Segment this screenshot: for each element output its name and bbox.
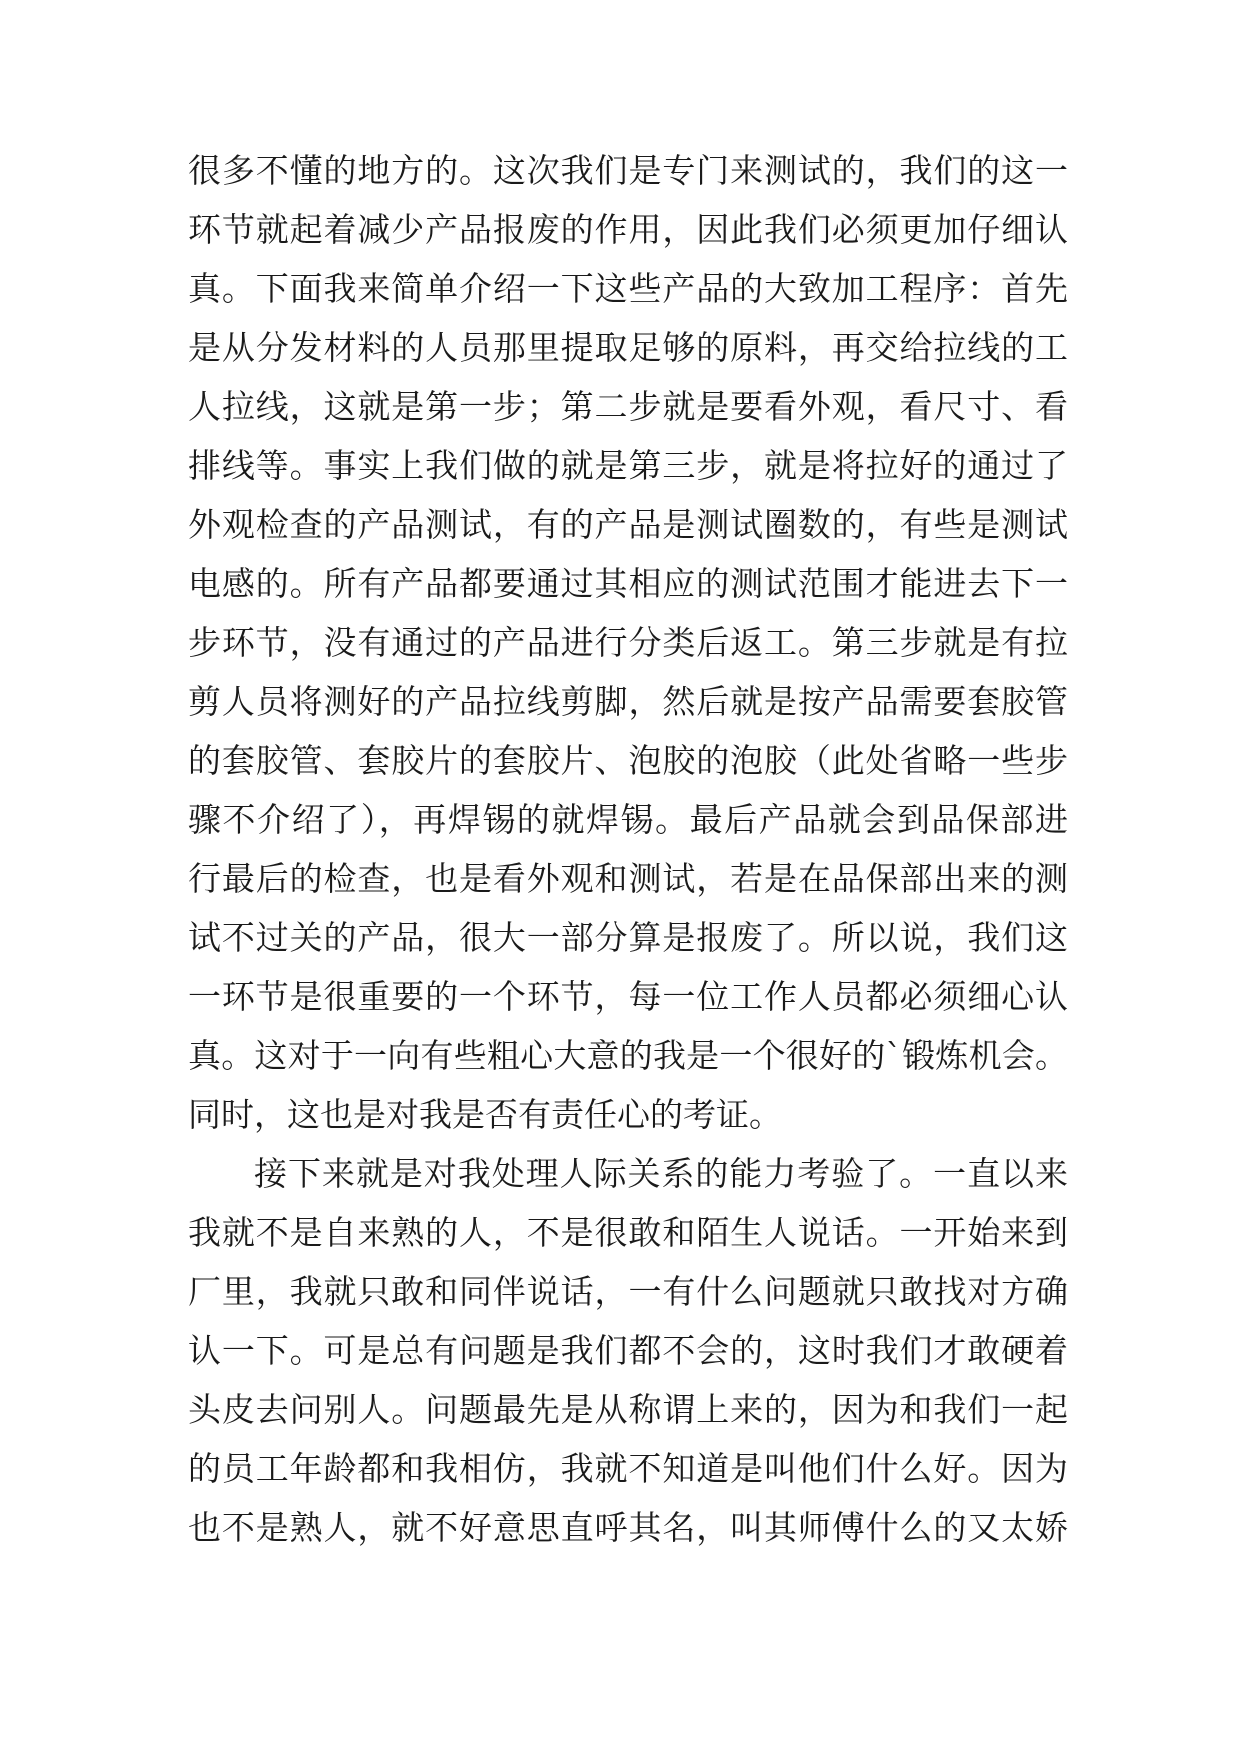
text-line: 是从分发材料的人员那里提取足够的原料，再交给拉线的工: [188, 328, 1068, 367]
text-line: 的套胶管、套胶片的套胶片、泡胶的泡胶（此处省略一些步: [188, 741, 1068, 780]
text-line: 厂里，我就只敢和同伴说话，一有什么问题就只敢找对方确: [188, 1272, 1068, 1311]
text-line: 真。这对于一向有些粗心大意的我是一个很好的`锻炼机会。: [188, 1036, 1068, 1075]
text-line: 认一下。可是总有问题是我们都不会的，这时我们才敢硬着: [188, 1331, 1068, 1370]
text-line: 人拉线，这就是第一步；第二步就是要看外观，看尺寸、看: [188, 387, 1068, 426]
text-line: 同时，这也是对我是否有责任心的考证。: [188, 1095, 782, 1134]
text-line: 排线等。事实上我们做的就是第三步，就是将拉好的通过了: [188, 446, 1068, 485]
text-line: 电感的。所有产品都要通过其相应的测试范围才能进去下一: [188, 564, 1068, 603]
text-line: 的员工年龄都和我相仿，我就不知道是叫他们什么好。因为: [188, 1449, 1068, 1488]
text-line: 骤不介绍了），再焊锡的就焊锡。最后产品就会到品保部进: [188, 800, 1068, 839]
body-text: [188, 141, 1068, 1557]
text-line: 接下来就是对我处理人际关系的能力考验了。一直以来: [254, 1154, 1068, 1193]
text-line: 我就不是自来熟的人，不是很敢和陌生人说话。一开始来到: [188, 1213, 1068, 1252]
text-line: 试不过关的产品，很大一部分算是报废了。所以说，我们这: [188, 918, 1068, 957]
text-line: 行最后的检查，也是看外观和测试，若是在品保部出来的测: [188, 859, 1068, 898]
text-line: 一环节是很重要的一个环节，每一位工作人员都必须细心认: [188, 977, 1068, 1016]
text-line: 头皮去问别人。问题最先是从称谓上来的，因为和我们一起: [188, 1390, 1068, 1429]
text-line: 步环节，没有通过的产品进行分类后返工。第三步就是有拉: [188, 623, 1068, 662]
text-line: 环节就起着减少产品报废的作用，因此我们必须更加仔细认: [188, 210, 1068, 249]
text-line: 真。下面我来简单介绍一下这些产品的大致加工程序：首先: [188, 269, 1068, 308]
text-line: 也不是熟人，就不好意思直呼其名，叫其师傅什么的又太娇: [188, 1508, 1068, 1547]
text-line: 剪人员将测好的产品拉线剪脚，然后就是按产品需要套胶管: [188, 682, 1068, 721]
text-line: 很多不懂的地方的。这次我们是专门来测试的，我们的这一: [188, 151, 1068, 190]
text-line: 外观检查的产品测试，有的产品是测试圈数的，有些是测试: [188, 505, 1068, 544]
